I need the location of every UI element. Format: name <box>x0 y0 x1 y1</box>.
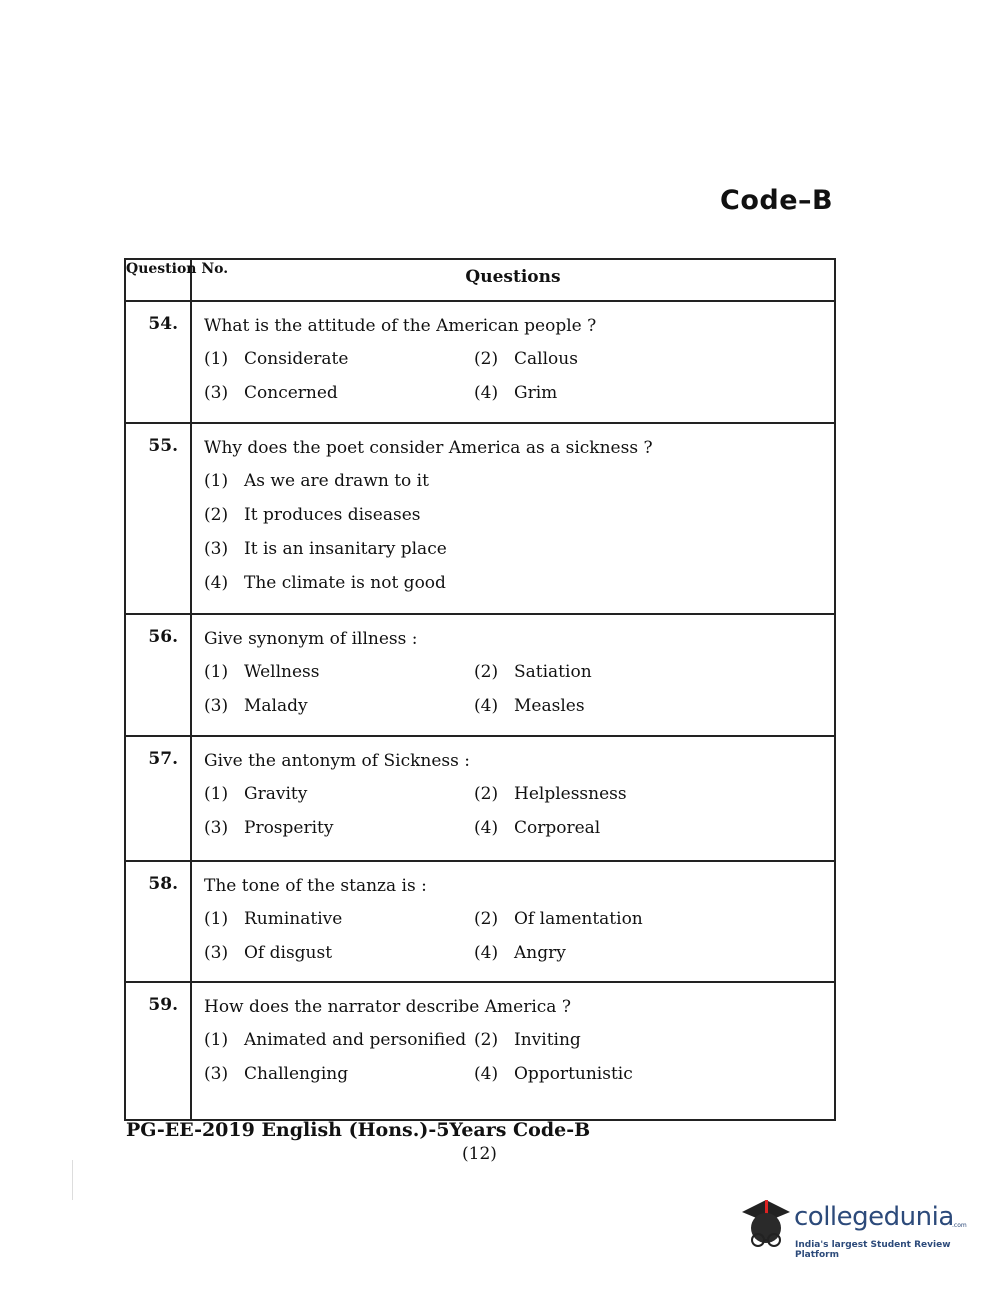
question-text: How does the narrator describe America ? <box>204 997 571 1017</box>
option-3: (3) Prosperity <box>204 818 334 838</box>
option-2: (2) Helplessness <box>474 784 627 804</box>
question-row-54 <box>126 302 834 424</box>
option-4: (4) Corporeal <box>474 818 601 838</box>
brand-tagline: India's largest Student Review Platform <box>795 1240 951 1260</box>
question-number: 56. <box>126 615 192 735</box>
question-text: The tone of the stanza is : <box>204 876 427 896</box>
mascot-logo-icon <box>736 1196 792 1258</box>
code-label: Code–B <box>720 185 834 216</box>
question-number: 55. <box>126 424 192 613</box>
option-4: (4) The climate is not good <box>204 573 446 593</box>
brand-name: collegedunia <box>794 1202 954 1232</box>
option-3: (3) Of disgust <box>204 943 333 963</box>
option-2: (2) Callous <box>474 349 578 369</box>
option-1: (1) Ruminative <box>204 909 343 929</box>
page-number: (12) <box>462 1144 497 1164</box>
table-header <box>126 260 834 302</box>
option-4: (4) Angry <box>474 943 566 963</box>
question-text: Give the antonym of Sickness : <box>204 751 470 771</box>
option-3: (3) Challenging <box>204 1064 349 1084</box>
question-number: 58. <box>126 862 192 981</box>
questions-table <box>124 258 836 1121</box>
question-row-55 <box>126 424 834 615</box>
footer-title: PG-EE-2019 English (Hons.)-5Years Code-B <box>126 1119 591 1141</box>
question-number: 54. <box>126 302 192 422</box>
option-3: (3) It is an insanitary place <box>204 539 447 559</box>
option-3: (3) Malady <box>204 696 308 716</box>
option-2: (2) Satiation <box>474 662 592 682</box>
question-row-57 <box>126 737 834 862</box>
col-question-number: Question No. <box>126 260 192 300</box>
option-1: (1) Considerate <box>204 349 349 369</box>
brand-suffix: .com <box>952 1222 967 1229</box>
question-number: 59. <box>126 983 192 1119</box>
option-1: (1) Gravity <box>204 784 308 804</box>
option-4: (4) Measles <box>474 696 585 716</box>
brand-watermark <box>736 1196 966 1258</box>
question-text: Why does the poet consider America as a sickness ? <box>204 438 653 458</box>
option-4: (4) Grim <box>474 383 558 403</box>
col-questions: Questions <box>465 267 561 287</box>
question-number: 57. <box>126 737 192 860</box>
option-1: (1) Wellness <box>204 662 320 682</box>
question-row-56 <box>126 615 834 737</box>
option-4: (4) Opportunistic <box>474 1064 633 1084</box>
option-1: (1) As we are drawn to it <box>204 471 429 491</box>
option-3: (3) Concerned <box>204 383 338 403</box>
option-2: (2) It produces diseases <box>204 505 421 525</box>
question-text: Give synonym of illness : <box>204 629 418 649</box>
scan-edge-line <box>72 1160 73 1200</box>
question-row-59 <box>126 983 834 1119</box>
question-row-58 <box>126 862 834 983</box>
option-1: (1) Animated and personified <box>204 1030 467 1050</box>
question-text: What is the attitude of the American people ? <box>204 316 597 336</box>
option-2: (2) Of lamentation <box>474 909 643 929</box>
option-2: (2) Inviting <box>474 1030 581 1050</box>
